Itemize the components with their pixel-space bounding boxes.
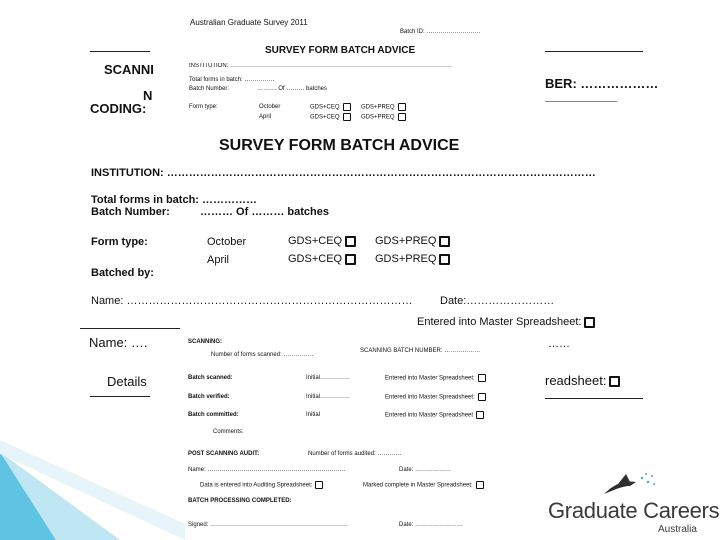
top-sheet xyxy=(183,12,545,130)
main-batches: ……… Of ……… batches xyxy=(200,206,329,218)
logo-sub: Australia xyxy=(658,524,697,535)
row-scanned-entered xyxy=(385,374,486,382)
row-verified-entered-label: Entered into Master Spreadsheet: xyxy=(385,394,475,401)
top-form-type: Form type: xyxy=(189,104,218,110)
top-total-forms: Total forms in batch: …………… xyxy=(189,77,275,83)
main-october: October xyxy=(207,236,247,248)
comments-label: Comments: xyxy=(213,429,244,435)
checkbox-icon[interactable] xyxy=(478,393,486,401)
checkbox-icon[interactable] xyxy=(476,481,484,489)
main-batched-by: Batched by: xyxy=(91,267,154,279)
checkbox-icon[interactable] xyxy=(315,481,323,489)
audit-date: Date: ……………… xyxy=(399,467,452,473)
main-oct-preq-label: GDS+PREQ xyxy=(375,235,437,247)
back-rule-left xyxy=(90,51,150,52)
top-apr-ceq xyxy=(310,113,351,121)
checkbox-icon[interactable] xyxy=(343,113,351,121)
main-oct-preq xyxy=(375,235,450,247)
checkbox-icon[interactable] xyxy=(439,236,450,247)
batch-processing-label: BATCH PROCESSING COMPLETED: xyxy=(188,498,292,504)
checkbox-icon[interactable] xyxy=(609,376,620,387)
checkbox-icon[interactable] xyxy=(478,374,486,382)
main-form-type: Form type: xyxy=(91,236,148,248)
back-n-fragment: N xyxy=(143,88,153,103)
scanning-label: SCANNING: xyxy=(188,339,222,345)
main-name-fragment: Name: …. xyxy=(89,335,148,350)
data-entered xyxy=(200,481,323,489)
checkbox-icon[interactable] xyxy=(345,236,356,247)
main-readsheet-label: readsheet: xyxy=(545,373,607,388)
post-audit-label: POST SCANNING AUDIT: xyxy=(188,451,260,457)
top-oct-preq xyxy=(361,103,406,111)
checkbox-icon[interactable] xyxy=(584,317,595,328)
row-verified-initial: Initial…………… xyxy=(306,394,351,400)
main-details-fragment: Details xyxy=(107,374,147,389)
forms-audited: Number of forms audited: ………… xyxy=(308,451,402,457)
main-date: Date:…………………… xyxy=(440,295,555,307)
marked-complete xyxy=(363,481,484,489)
main-batch-number: Batch Number: xyxy=(91,206,170,218)
top-apr-preq-label: GDS+PREQ xyxy=(361,114,395,121)
main-apr-ceq-label: GDS+CEQ xyxy=(288,253,343,265)
main-oct-ceq xyxy=(288,235,356,247)
bottom-rule-left xyxy=(90,396,150,397)
checkbox-icon[interactable] xyxy=(398,113,406,121)
top-apr-ceq-label: GDS+CEQ xyxy=(310,114,340,121)
main-dots-fragment: …… xyxy=(548,338,570,350)
top-heading: SURVEY FORM BATCH ADVICE xyxy=(265,45,416,56)
main-entered-master xyxy=(417,316,595,328)
main-apr-preq-label: GDS+PREQ xyxy=(375,253,437,265)
checkbox-icon[interactable] xyxy=(343,103,351,111)
row-committed-initial: Initial xyxy=(306,412,321,418)
back-rule-mid xyxy=(545,101,617,102)
audit-name: Name: …………………………………………………………… xyxy=(188,467,346,473)
checkbox-icon[interactable] xyxy=(439,254,450,265)
row-verified-label: Batch verified: xyxy=(188,394,230,400)
scanning-batch-number: SCANNING BATCH NUMBER: ……………… xyxy=(360,348,481,354)
back-number-fragment: BER: ……………… xyxy=(545,76,659,91)
graduate-bird-logo-icon xyxy=(596,470,660,500)
main-apr-ceq xyxy=(288,253,356,265)
main-oct-ceq-label: GDS+CEQ xyxy=(288,235,343,247)
row-committed-entered xyxy=(385,411,484,419)
main-rule xyxy=(80,328,180,329)
signed: Signed: …………………………………………………………… xyxy=(188,522,349,528)
row-scanned-entered-label: Entered into Master Spreadsheet: xyxy=(385,375,475,382)
forms-scanned: Number of forms scanned: …………… xyxy=(211,352,314,358)
top-october: October xyxy=(259,104,281,110)
main-institution: INSTITUTION: ……………………………………………………………………………………………………… xyxy=(91,167,596,179)
top-oct-preq-label: GDS+PREQ xyxy=(361,104,395,111)
survey-title: Australian Graduate Survey 2011 xyxy=(190,18,308,27)
scanning-sheet xyxy=(183,334,545,540)
top-april: April xyxy=(259,114,272,120)
signed-date: Date: …………………… xyxy=(399,522,464,528)
back-scanning-fragment: SCANNI xyxy=(104,62,154,77)
row-committed-entered-label: Entered into Master Spreadsheet xyxy=(385,412,474,419)
top-institution: INSTITUTION: ………………………………………………………………………………………………… xyxy=(189,63,452,69)
checkbox-icon[interactable] xyxy=(398,103,406,111)
main-readsheet-fragment xyxy=(545,373,620,388)
main-apr-preq xyxy=(375,253,450,265)
main-entered-master-label: Entered into Master Spreadsheet: xyxy=(417,316,582,328)
back-rule-right xyxy=(545,51,643,52)
bottom-rule-right xyxy=(545,398,643,399)
top-batch-number: Batch Number: xyxy=(189,86,230,92)
top-oct-ceq xyxy=(310,103,351,111)
back-coding-fragment: CODING: xyxy=(90,101,147,116)
main-total-forms: Total forms in batch: …………… xyxy=(91,194,258,206)
marked-complete-label: Marked complete in Master Spreadsheet: xyxy=(363,482,473,489)
data-entered-label: Data is entered into Auditing Spreadsheet: xyxy=(200,482,313,489)
decorative-corner-shape xyxy=(0,440,185,540)
top-oct-ceq-label: GDS+CEQ xyxy=(310,104,340,111)
batch-id: Batch ID: ……………………… xyxy=(400,29,481,35)
row-committed-label: Batch committed: xyxy=(188,412,239,418)
main-heading: SURVEY FORM BATCH ADVICE xyxy=(219,137,460,154)
top-batches: ………. Of ……… batches xyxy=(257,86,328,92)
top-apr-preq xyxy=(361,113,406,121)
row-verified-entered xyxy=(385,393,486,401)
logo-name: Graduate Careers xyxy=(548,498,720,523)
row-scanned-initial: Initial…………… xyxy=(306,375,351,381)
main-april: April xyxy=(207,254,230,266)
checkbox-icon[interactable] xyxy=(476,411,484,419)
checkbox-icon[interactable] xyxy=(345,254,356,265)
main-name: Name: …………………………………………………………………… xyxy=(91,295,413,307)
row-scanned-label: Batch scanned: xyxy=(188,375,233,381)
